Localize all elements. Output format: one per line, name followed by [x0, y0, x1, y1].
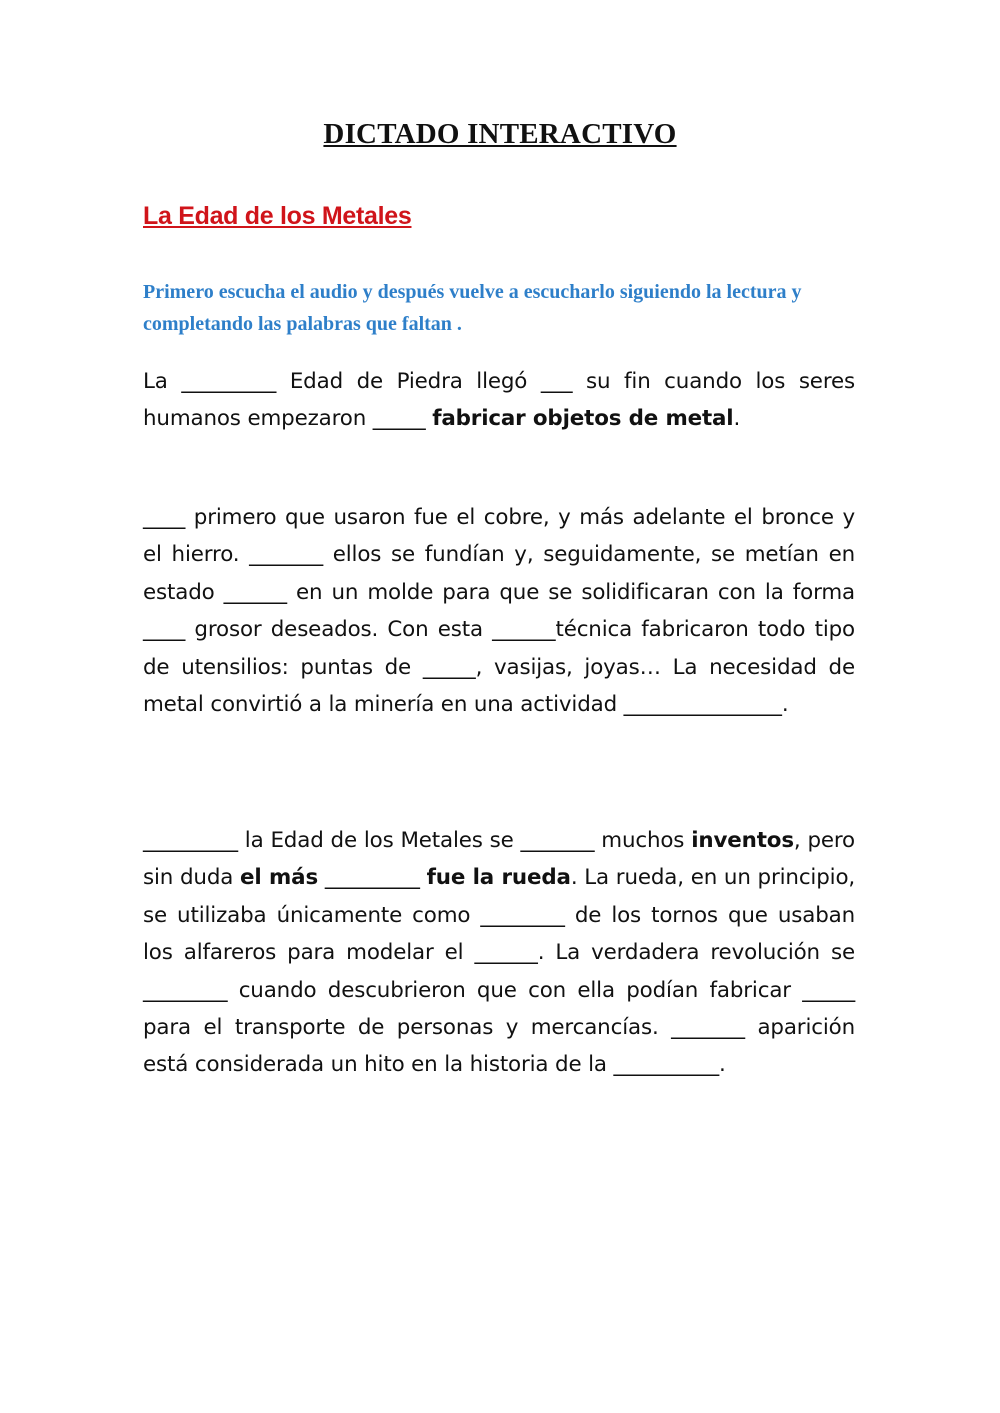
text-segment: la Edad de los Metales se: [237, 828, 521, 853]
bold-phrase: fabricar objetos de metal: [432, 406, 734, 432]
fill-blank[interactable]: _______: [249, 542, 323, 568]
bold-phrase: el más: [240, 865, 319, 891]
paragraph-3: [143, 822, 855, 1084]
fill-blank[interactable]: __________: [613, 1052, 719, 1078]
text-segment: .: [733, 406, 741, 432]
bold-phrase: inventos: [691, 828, 794, 853]
text-segment: .: [781, 692, 789, 718]
fill-blank[interactable]: ____: [143, 505, 186, 530]
text-segment: La: [143, 369, 182, 394]
text-segment: . La verdadera revolución se: [537, 940, 855, 966]
text-segment: muchos: [594, 828, 692, 853]
text-segment: aparición está considerada un hito en la historia de la: [143, 1015, 855, 1078]
text-segment: [420, 865, 427, 890]
fill-blank[interactable]: _______: [671, 1015, 745, 1041]
fill-blank[interactable]: ______: [223, 579, 287, 605]
fill-blank[interactable]: _________: [324, 865, 420, 891]
fill-blank[interactable]: _____: [802, 977, 855, 1003]
fill-blank[interactable]: ______: [474, 940, 538, 966]
fill-blank[interactable]: _______________: [623, 692, 782, 718]
section-subtitle: La Edad de los Metales: [143, 202, 412, 230]
bold-phrase: fue la rueda: [426, 865, 571, 891]
fill-blank[interactable]: _________: [143, 828, 238, 853]
fill-blank[interactable]: ______: [492, 617, 556, 643]
text-segment: grosor deseados. Con esta: [185, 617, 493, 643]
text-segment: [318, 865, 325, 890]
text-segment: cuando descubrieron que con ella podían fabricar: [227, 977, 803, 1003]
fill-blank[interactable]: ___: [540, 369, 573, 394]
paragraph-1: [143, 363, 855, 438]
text-segment: . La rueda, en un principio, se utilizaba únicamente como: [143, 865, 856, 928]
instructions-text: Primero escucha el audio y después vuelve a escucharlo siguiendo la lectura y completando las palabras que faltan .: [143, 281, 802, 335]
text-segment: .: [719, 1052, 726, 1078]
text-segment: , pero sin duda: [143, 828, 855, 891]
fill-blank[interactable]: ____: [143, 617, 186, 643]
text-segment: primero que usaron fue el cobre, y más adelante el bronce y el hierro.: [143, 505, 855, 568]
text-segment: , vasijas, joyas… La necesidad de metal convirtió a la minería en una actividad: [143, 654, 855, 718]
fill-blank[interactable]: ________: [480, 902, 565, 928]
text-segment: su fin cuando los seres humanos empezaron: [143, 369, 855, 432]
text-segment: Edad de Piedra llegó: [276, 369, 541, 394]
page-title: DICTADO INTERACTIVO: [323, 118, 677, 150]
fill-blank[interactable]: ________: [143, 977, 228, 1003]
text-segment: para el transporte de personas y mercancías.: [143, 1015, 672, 1041]
fill-blank[interactable]: _______: [520, 828, 595, 853]
text-segment: de los tornos que usaban los alfareros para modelar el: [143, 902, 855, 966]
text-segment: en un molde para que se solidificaran con la forma: [286, 579, 855, 605]
fill-blank[interactable]: _________: [181, 369, 277, 394]
text-segment: técnica fabricaron todo tipo de utensilios: puntas de: [143, 617, 855, 680]
text-segment: ellos se fundían y, seguidamente, se metían en estado: [143, 542, 856, 605]
paragraph-2: [143, 499, 855, 723]
fill-blank[interactable]: _____: [372, 406, 426, 432]
fill-blank[interactable]: _____: [422, 654, 476, 680]
